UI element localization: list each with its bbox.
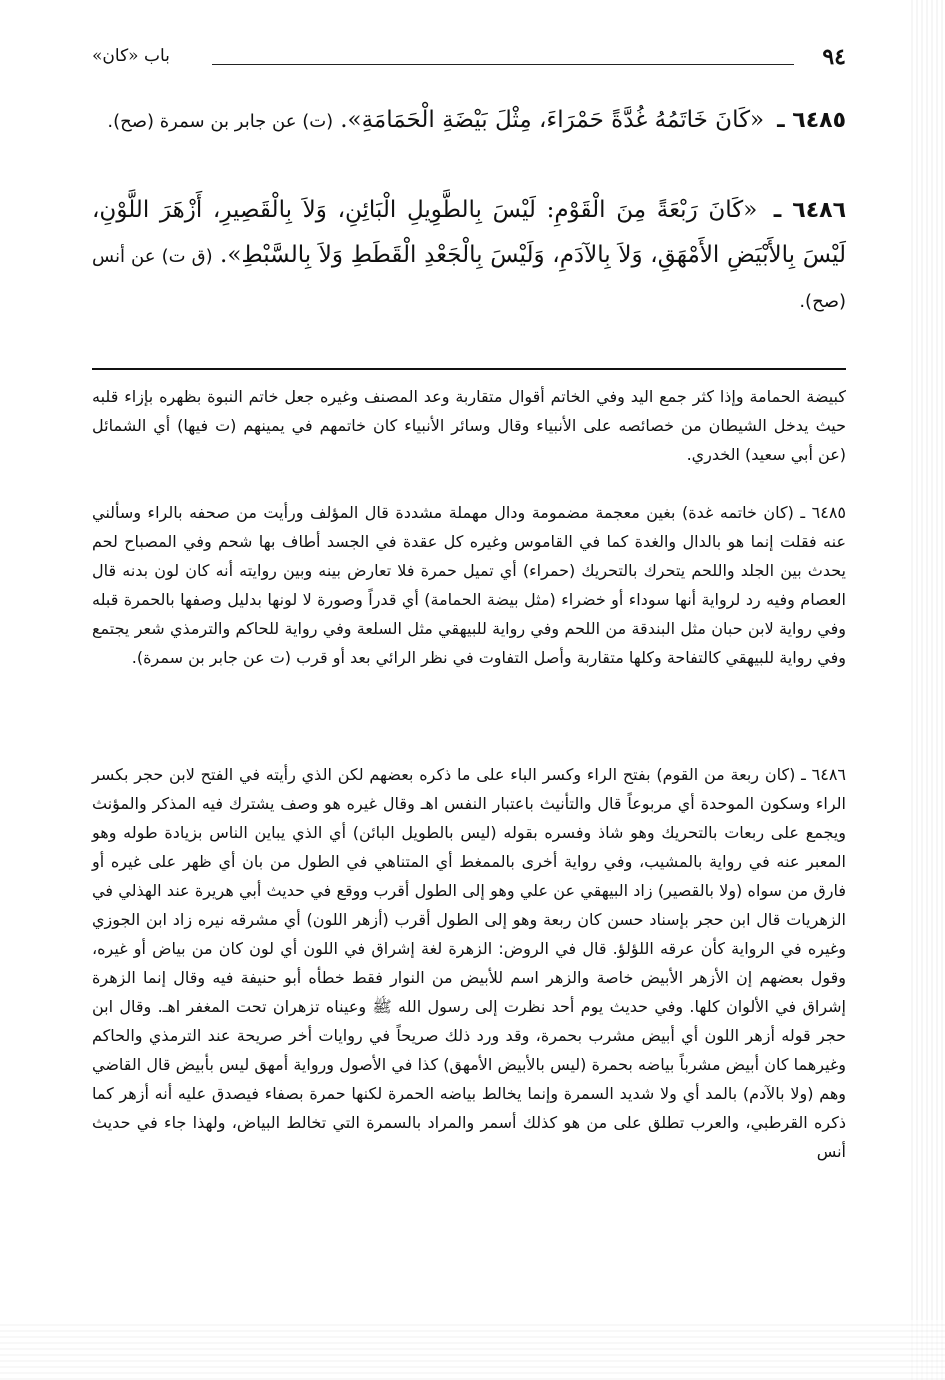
hadith-text: «كَانَ خَاتَمُهُ غُدَّةً حَمْرَاءَ، مِثْلَ بَيْضَةِ الْحَمَامَةِ».	[340, 107, 765, 133]
hadith-6486	[92, 188, 846, 324]
hadith-number: ٦٤٨٥ ـ	[777, 108, 846, 133]
scan-edge-bottom	[0, 1320, 945, 1380]
chapter-title: باب «كان»	[92, 46, 170, 66]
hadith-6485	[92, 98, 846, 144]
commentary-paragraph: ٦٤٨٦ ـ (كان ربعة من القوم) بفتح الراء وكسر الباء على ما ذكره بعضهم لكن الذي رأيته في الفتح لابن حجر بكسر الراء وسكون الموحدة أي مربوعاً قال والتأنيث باعتبار النفس اهـ وقال غيره هو وصف يشترك فيه المذكر والمؤنث ويجمع على ربعات بالتحريك وهو شاذ وفسره بقوله (ليس بالطويل البائن) أي الذي يباين الناس بزيادة طوله وهو المعبر عنه في رواية بالمشيب، وفي رواية أخرى بالممغط أي المتناهي في الطول من بان أي ظهر على غيره أو فارق من سواه (ولا بالقصير) زاد البيهقي عن علي وهو إلى الطول أقرب ووقع في حديث أبي هريرة عند الهذلي في الزهريات قال ابن حجر بإسناد حسن كان ربعة وهو إلى الطول أقرب (أزهر اللون) أي مشرقه نيره زاد ابن الجوزي وغيره في الرواية كأن عرقه اللؤلؤ. قال في الروض: الزهرة لغة إشراق في اللون أي لون كان من بياض أو غيره، وقول بعضهم إن الأزهر الأبيض خاصة والزهر اسم للأبيض من النوار فقط خطأه أبو حنيفة فيه وقال إنما الزهرة إشراق في الألوان كلها. وفي حديث يوم أحد نظرت إلى رسول الله ﷺ وعيناه تزهران تحت المغفر اهـ. وقال ابن حجر قوله أزهر اللون أي أبيض مشرب بحمرة، وقد ورد ذلك صريحاً في روايات أخر صريحة عند الترمذي والحاكم وغيرهما كان أبيض مشرباً بياضه بحمرة (ليس بالأبيض الأمهق) كذا في الأصول ورواية أمهق ليس بأبيض قال القاضي وهم (ولا بالآدم) بالمد أي ولا شديد السمرة وإنما يخالط بياضه الحمرة لكنها حمرة بصفاء فيصدق عليه أنه أزهر كما ذكره القرطبي، والعرب تطلق على من هو كذلك أسمر والمراد بالسمرة التي تخالط البياض، ولهذا جاء في حديث أنس	[92, 765, 846, 1161]
scan-edge-right	[911, 0, 945, 1380]
page-header	[92, 44, 846, 72]
hadith-text: «كَانَ رَبْعَةً مِنَ الْقَوْمِ: لَيْسَ بِالطَّوِيلِ الْبَائِنِ، وَلاَ بِالْقَصِيرِ، أَزْهَرَ اللَّوْنِ، لَيْسَ بِالأَبْيَضِ الأَمْهَقِ، وَلاَ بِالآدَمِ، وَلَيْسَ بِالْجَعْدِ الْقَطَطِ وَلاَ بِالسَّبْطِ».	[92, 197, 846, 268]
hadith-number: ٦٤٨٦ ـ	[773, 198, 847, 223]
header-rule	[212, 64, 794, 65]
page-number: ٩٤	[822, 44, 846, 70]
hadith-source: (ت) عن جابر بن سمرة (صح).	[107, 111, 334, 132]
commentary-paragraph: ٦٤٨٥ ـ (كان خاتمه غدة) بغين معجمة مضمومة ودال مهملة مشددة قال المؤلف ورأيت من صحفه بالراء وسألني عنه فقلت إنما هو بالدال والغدة كما في القاموس وغيره كل عقدة في الجسد أطاف بها شحم وفي المصباح لحم يحدث بين الجلد واللحم يتحرك بالتحريك (حمراء) أي تميل حمرة فلا تعارض بينه وبين روايته أنه كان لون بدنه قال العصام وفيه رد لرواية أنها سوداء أو خضراء (مثل بيضة الحمامة) أي قدراً وصورة لا لونها بدليل وصفها بالحمرة قبله وفي رواية لابن حبان مثل البندقة من اللحم وفي رواية للبيهقي مثل السلعة وفي رواية للحاكم والترمذي شعر يجتمع وفي رواية للبيهقي كالتفاحة وكلها متقاربة وأصل التفاوت في نظر الرائي بعد أو قرب (ت عن جابر بن سمرة).	[92, 503, 846, 667]
hadith-source: (ق ت) عن أنس (صح).	[92, 246, 846, 312]
section-divider	[92, 368, 846, 370]
commentary-paragraph: كبيضة الحمامة وإذا كثر جمع اليد وفي الخاتم أقوال متقاربة وعد المصنف وغيره جعل خاتم النبوة بظهره بإزاء قلبه حيث يدخل الشيطان من خصائصه على الأنبياء وقال وسائر الأنبياء كان خاتمهم في يمينهم (ت فيها) أي الشمائل (عن أبي سعيد) الخدري.	[92, 387, 846, 464]
